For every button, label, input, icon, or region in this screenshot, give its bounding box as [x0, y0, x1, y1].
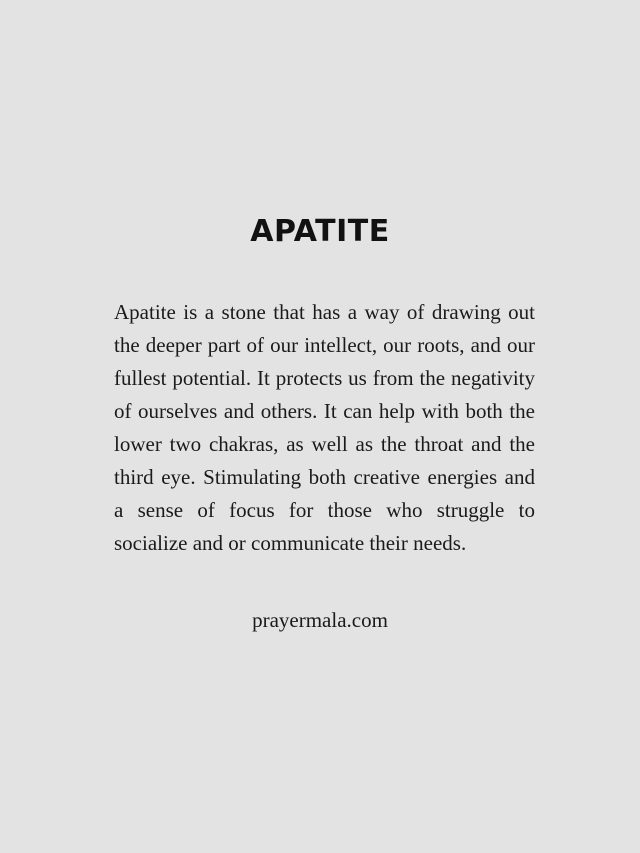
source-website: prayermala.com — [252, 608, 388, 632]
page-title: APATITE — [250, 214, 390, 249]
description-paragraph: Apatite is a stone that has a way of drawing out the deeper part of our intellect, our roots, and our fullest potential. It protects us from the negativity of ourselves and others. It can help with both the lower two chakras, as well as the throat and the third eye. Stimulating both creative energies and a sense of focus for those who struggle to socialize and or communicate their needs. — [114, 300, 535, 555]
